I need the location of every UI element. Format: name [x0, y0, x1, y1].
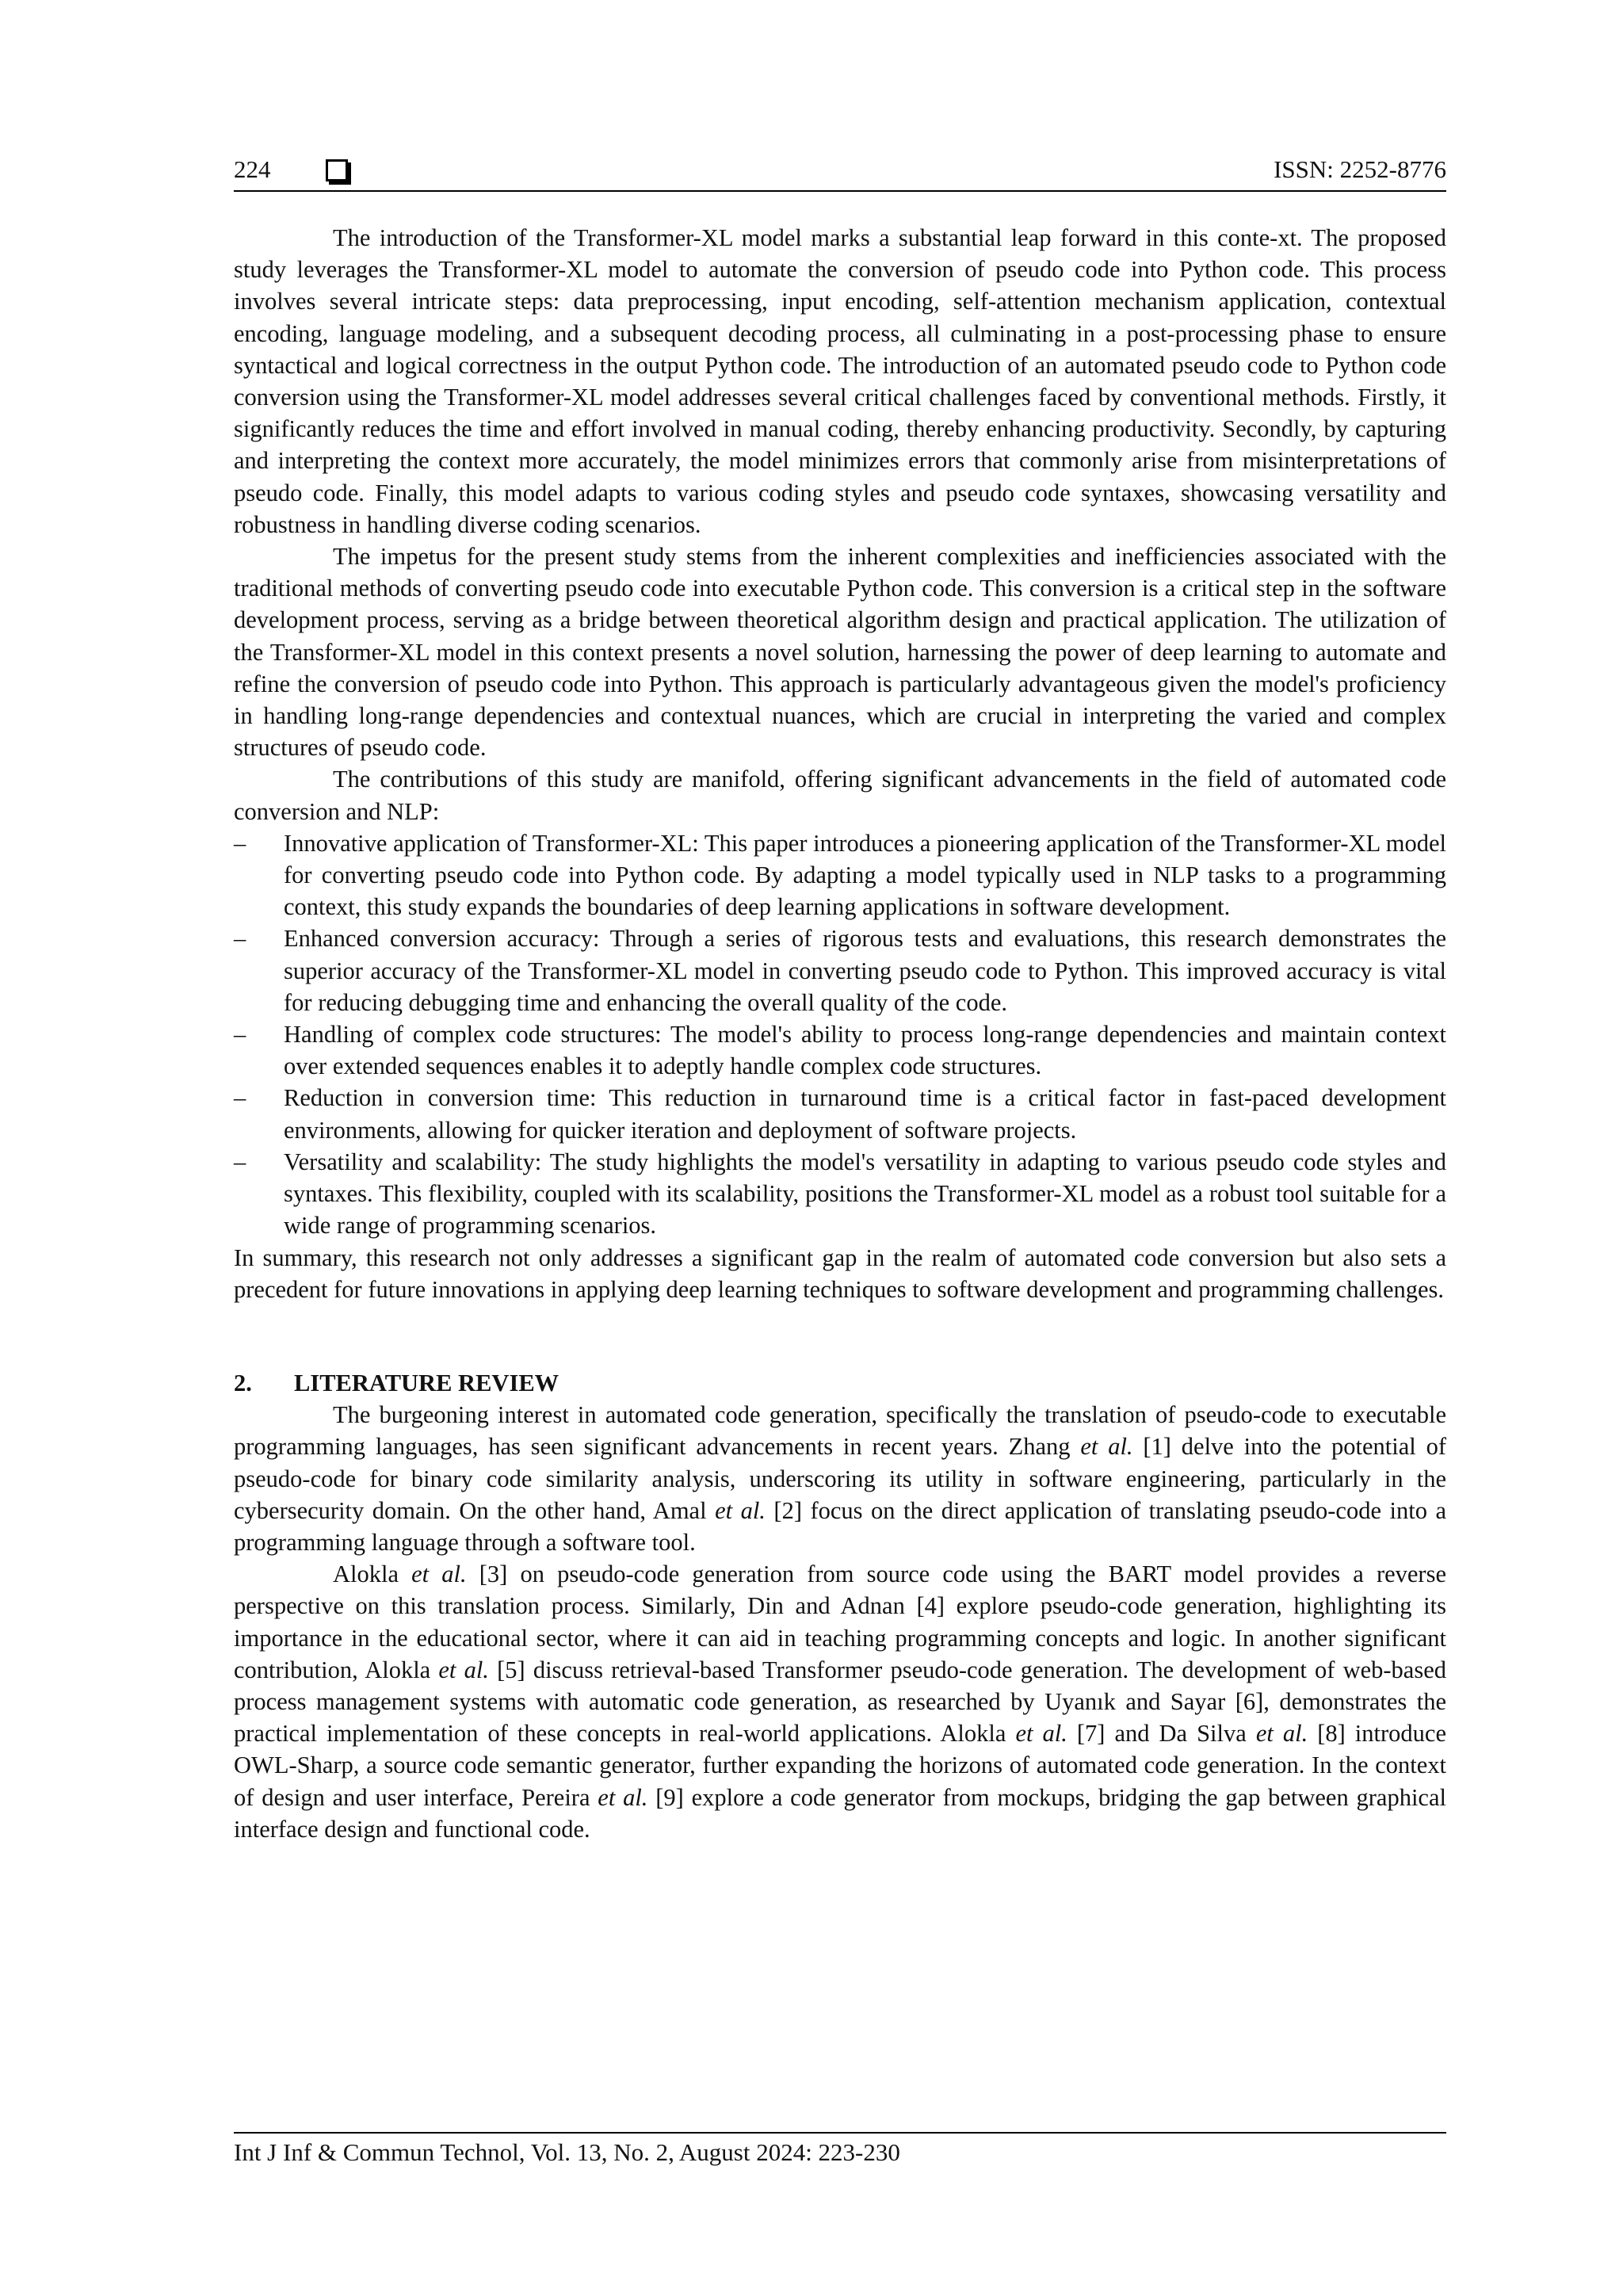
dash-bullet: – — [234, 829, 246, 857]
list-item-text: Enhanced conversion accuracy: Through a series of rigorous tests and evaluations, this research demonstrates the superior accuracy of the Transformer-XL model in converting pseudo code to Python. This improved accuracy is vital for reducing debugging time and enhancing the overall quality of the code. — [284, 925, 1446, 1016]
page-number: 224 — [234, 155, 271, 183]
et-al: et al. — [1080, 1433, 1133, 1461]
dash-bullet: – — [234, 1084, 246, 1112]
literature-paragraph-1 — [234, 1399, 1446, 1558]
dash-bullet: – — [234, 925, 246, 953]
text-run: [2] focus on the direct application of translating pseudo-code into a programming language through a software tool. — [234, 1496, 1446, 1556]
journal-citation: Int J Inf & Commun Technol, Vol. 13, No. 2, August 2024: 223-230 — [234, 2138, 900, 2166]
text-run: [7] and Da Silva — [1067, 1720, 1256, 1748]
intro-summary-paragraph: In summary, this research not only addresses a significant gap in the realm of automated code conversion but also sets a precedent for future innovations in applying deep learning techniques to software development and programming challenges. — [234, 1244, 1446, 1303]
list-item — [234, 1146, 1446, 1242]
list-item — [234, 827, 1446, 923]
text-run: The burgeoning interest in automated code generation, specifically the translation of pseudo-code to executable programming languages, has seen significant advancements in recent years. Zhang — [234, 1401, 1446, 1461]
et-al: et al. — [715, 1496, 766, 1524]
intro-paragraph-3: The contributions of this study are manifold, offering significant advancements in the field of automated code conversion and NLP: — [234, 766, 1446, 825]
text-run: [5] discuss retrieval-based Transformer pseudo-code generation. The development of web-based process management systems with automatic code generation, as researched by Uyanık and Sayar [6], demonstrates the practical implementation of these concepts in real-world applications. Alokla — [234, 1656, 1446, 1748]
et-al: et al. — [598, 1783, 648, 1811]
intro-paragraph-1: The introduction of the Transformer-XL model marks a substantial leap forward in this conte-xt. The proposed study leverages the Transformer-XL model to automate the conversion of pseudo code into Python code. This process involves several intricate steps: data preprocessing, input encoding, self-attention mechanism application, contextual encoding, language modeling, and a subsequent decoding process, all culminating in a post-processing phase to ensure syntactical and logical correctness in the output Python code. The introduction of an automated pseudo code to Python code conversion using the Transformer-XL model addresses several critical challenges faced by conventional methods. Firstly, it significantly reduces the time and effort involved in manual coding, thereby enhancing productivity. Secondly, by capturing and interpreting the context more accurately, the model minimizes errors that commonly arise from misinterpretations of pseudo code. Finally, this model adapts to various coding styles and pseudo code syntaxes, showcasing versatility and robustness in handling diverse coding scenarios. — [234, 224, 1446, 538]
list-item-text: Innovative application of Transformer-XL: This paper introduces a pioneering application of the Transformer-XL model for converting pseudo code into Python code. By adapting a model typically used in NLP tasks to a programming context, this study expands the boundaries of deep learning applications in software development. — [284, 829, 1446, 921]
section-title: LITERATURE REVIEW — [294, 1369, 559, 1396]
et-al: et al. — [438, 1656, 489, 1683]
section-number: 2. — [234, 1369, 252, 1396]
list-item-text: Reduction in conversion time: This reduction in turnaround time is a critical factor in fast-paced development environments, allowing for quicker iteration and deployment of software projects. — [284, 1084, 1446, 1144]
running-footer — [234, 2132, 1446, 2167]
literature-paragraph-2 — [234, 1558, 1446, 1845]
square-bullet-icon — [326, 159, 348, 181]
text-run: [8] introduce OWL-Sharp, a source code semantic generator, further expanding the horizons of automated code generation. In the context of design and user interface, Pereira — [234, 1720, 1446, 1811]
text-run: [3] on pseudo-code generation from source code using the BART model provides a reverse perspective on this translation process. Similarly, Din and Adnan [4] explore pseudo-code generation, highlighting its importance in the educational sector, where it can aid in teaching programming concepts and logic. In another significant contribution, Alokla — [234, 1561, 1446, 1683]
dash-bullet: – — [234, 1148, 246, 1175]
issn-label: ISSN: 2252-8776 — [1274, 155, 1446, 183]
running-header — [234, 155, 1446, 192]
contributions-list — [234, 827, 1446, 1242]
text-run: [9] explore a code generator from mockups, bridging the gap between graphical interface design and functional code. — [234, 1783, 1446, 1843]
list-item — [234, 1018, 1446, 1082]
intro-paragraph-2: The impetus for the present study stems from the inherent complexities and inefficiencies associated with the traditional methods of converting pseudo code into executable Python code. This conversion is a critical step in the software development process, serving as a bridge between theoretical algorithm design and practical application. The utilization of the Transformer-XL model in this context presents a novel solution, harnessing the power of deep learning to automate and refine the conversion of pseudo code into Python. This approach is particularly advantageous given the model's proficiency in handling long-range dependencies and contextual nuances, which are crucial in interpreting the varied and complex structures of pseudo code. — [234, 543, 1446, 762]
dash-bullet: – — [234, 1021, 246, 1049]
et-al: et al. — [411, 1561, 467, 1588]
list-item-text: Handling of complex code structures: The model's ability to process long-range dependencies and maintain context over extended sequences enables it to adeptly handle complex code structures. — [284, 1021, 1446, 1080]
list-item-text: Versatility and scalability: The study highlights the model's versatility in adapting to various pseudo code styles and syntaxes. This flexibility, coupled with its scalability, positions the Transformer-XL model as a robust tool suitable for a wide range of programming scenarios. — [284, 1148, 1446, 1240]
et-al: et al. — [1255, 1720, 1308, 1748]
list-item — [234, 1082, 1446, 1145]
list-item — [234, 923, 1446, 1018]
text-run: [1] delve into the potential of pseudo-code for binary code similarity analysis, underscoring its utility in software engineering, particularly in the cybersecurity domain. On the other hand, Amal — [234, 1433, 1446, 1524]
text-run: Alokla — [333, 1561, 412, 1588]
section-heading — [234, 1367, 1446, 1399]
et-al: et al. — [1015, 1720, 1067, 1748]
body-text — [234, 222, 1446, 1845]
